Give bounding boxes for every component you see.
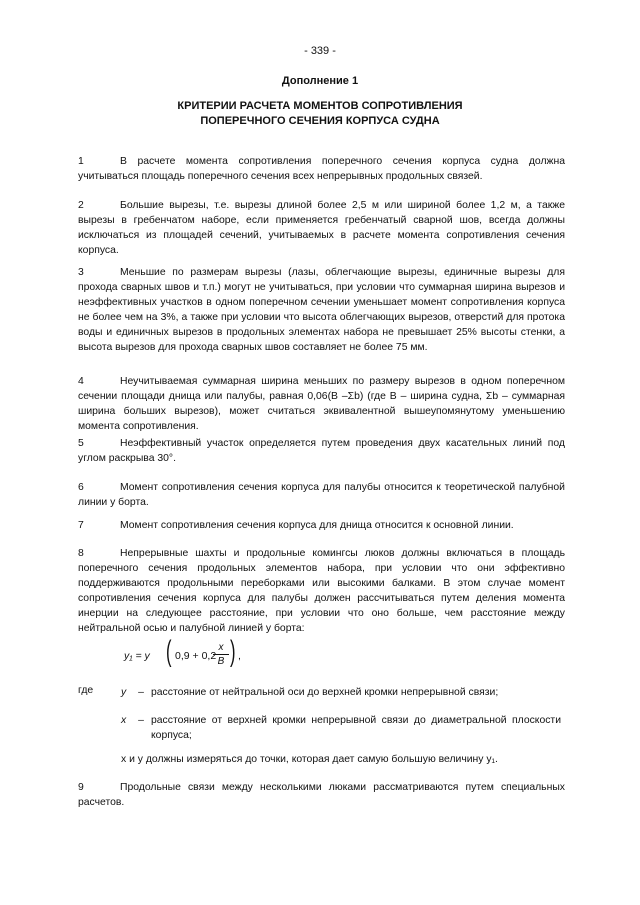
definition-note: x и y должны измеряться до точки, которая дает самую большую величину y₁. [121, 754, 498, 765]
paragraph-text: Момент сопротивления сечения корпуса для палубы относится к теоретической палубной линии у борта. [78, 482, 565, 508]
paragraph-text: Меньшие по размерам вырезы (лазы, облегчающие вырезы, единичные вырезы для прохода сварных швов и т.п.) могут не учитываться, при условии что суммарная ширина вырезов и неэффективных участков в одном поперечном сечении уменьшает момент сопротивления корпуса не более чем на 3%, а также при условии что высота облегчающих вырезов, отверстий для протока воды и единичных вырезов в продольных элементах набора не превышает 25% высоты стенки, а высота вырезов для прохода сварных швов составляет не более 75 мм. [78, 267, 565, 353]
definition-dash: – [138, 687, 144, 698]
paragraph-number: 5 [78, 438, 84, 449]
formula-tail: , [238, 650, 241, 662]
paragraph-text: Неучитываемая суммарная ширина меньших по размеру вырезов в одном поперечном сечении площади днища или палубы, равная 0,06(B –Σb) (где B – ширина судна, Σb – суммарная ширина больших вырезов), может считаться эквивалентной вышеупомянутому уменьшению момента сопротивления. [78, 376, 565, 432]
paragraph-text: Момент сопротивления сечения корпуса для днища относится к основной линии. [120, 520, 514, 531]
paragraph-6 [78, 480, 565, 510]
paragraph-text: В расчете момента сопротивления поперечного сечения корпуса судна должна учитываться площадь поперечного сечения всех непрерывных продольных связей. [78, 156, 565, 182]
paragraph-5 [78, 436, 565, 466]
definition-symbol: y [121, 687, 127, 698]
paragraph-9 [78, 780, 565, 810]
definition-text: расстояние от нейтральной оси до верхней кромки непрерывной связи; [151, 687, 499, 698]
fraction-numerator: x [218, 642, 224, 653]
formula-close-paren: ) [230, 635, 236, 668]
paragraph-number: 8 [78, 548, 84, 559]
paragraph-text: Большие вырезы, т.е. вырезы длиной более 2,5 м или шириной более 1,2 м, а также вырезы в гребенчатом наборе, если применяется гребенчатый сварной шов, всегда должны исключаться из площадей сечений, учитываемых в расчете момента сопротивления сечения корпуса. [78, 200, 565, 256]
definition-text: расстояние от верхней кромки непрерывной связи до диаметральной плоскости корпуса; [151, 715, 561, 741]
paragraph-number: 6 [78, 482, 84, 493]
paragraph-text: Непрерывные шахты и продольные комингсы люков должны включаться в площадь поперечного сечения продольных элементов набора, при условии что они эффективно поддерживаются продольными переборками или высокими балками. В этом случае момент сопротивления сечения корпуса для палубы должен рассчитываться путем деления момента инерции на следующее расстояние, при условии что оно больше, чем расстояние между нейтральной осью и палубной линией у борта: [78, 548, 565, 634]
paragraph-2 [78, 198, 565, 258]
formula-open-paren: ( [166, 635, 172, 668]
paragraph-text: Неэффективный участок определяется путем проведения двух касательных линий под углом раскрыва 30°. [78, 438, 565, 464]
paragraph-number: 1 [78, 156, 84, 167]
fraction-bar [213, 654, 229, 655]
paragraph-7 [78, 518, 565, 533]
paragraph-number: 7 [78, 520, 84, 531]
paragraph-3 [78, 265, 565, 355]
definition-symbol: x [121, 715, 127, 726]
formula-lhs: y₁ = y [124, 650, 150, 662]
fraction-denominator: B [217, 656, 225, 667]
page-number: - 339 - [304, 45, 336, 57]
paragraph-text: Продольные связи между несколькими люками рассматриваются путем специальных расчетов. [78, 782, 565, 808]
heading-line-1: КРИТЕРИИ РАСЧЕТА МОМЕНТОВ СОПРОТИВЛЕНИЯ [177, 100, 463, 112]
definition-dash: – [138, 715, 144, 726]
paragraph-4 [78, 374, 565, 434]
formula-inner: 0,9 + 0,2 [175, 650, 217, 662]
paragraph-1 [78, 154, 565, 184]
paragraph-number: 3 [78, 267, 84, 278]
paragraph-number: 4 [78, 376, 84, 387]
formula-fraction [213, 642, 229, 667]
paragraph-number: 2 [78, 200, 84, 211]
section-heading [0, 99, 640, 129]
where-label: где [78, 685, 94, 696]
definition-y [121, 685, 565, 700]
appendix-title: Дополнение 1 [281, 75, 359, 87]
definition-x [121, 713, 565, 743]
paragraph-8 [78, 546, 565, 636]
paragraph-number: 9 [78, 782, 84, 793]
heading-line-2: ПОПЕРЕЧНОГО СЕЧЕНИЯ КОРПУСА СУДНА [200, 115, 440, 127]
